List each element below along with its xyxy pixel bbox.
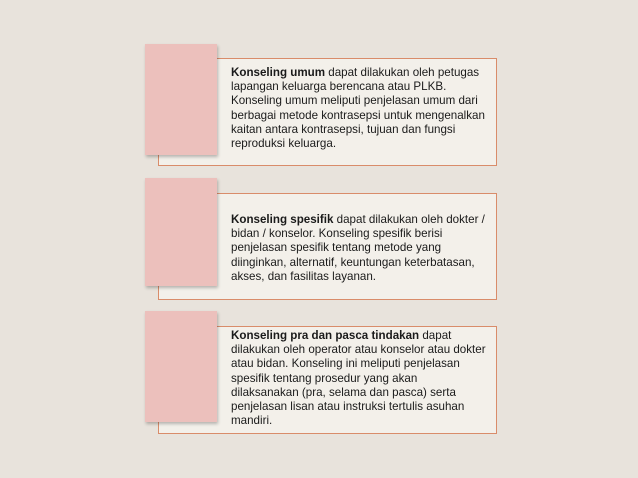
counseling-title: Konseling spesifik <box>231 213 334 226</box>
counseling-description: dapat dilakukan oleh petugas lapangan keluarga berencana atau PLKB. Konseling umum meliputi penjelasan umum dari berbagai metode kontrasepsi untuk mengenalkan kaitan antara kontrasepsi, tujuan dan fungsi reproduksi keluarga. <box>231 66 485 151</box>
counseling-title: Konseling pra dan pasca tindakan <box>231 329 420 342</box>
decorative-tab <box>145 311 217 422</box>
decorative-tab <box>145 178 217 286</box>
counseling-text-general <box>231 66 488 151</box>
counseling-description: dapat dilakukan oleh dokter / bidan / konselor. Konseling spesifik berisi penjelasan spesifik tentang metode yang diinginkan, alternatif, keuntungan keterbatasan, akses, dan fasilitas layanan. <box>231 213 485 283</box>
counseling-title: Konseling umum <box>231 66 326 79</box>
decorative-tab <box>145 44 217 155</box>
counseling-description: dapat dilakukan oleh operator atau konselor atau dokter atau bidan. Konseling ini meliputi penjelasan spesifik tentang prosedur yang akan dilaksanakan (pra, selama dan pasca) serta penjelasan lisan atau instruksi tertulis asuhan mandiri. <box>231 329 486 428</box>
counseling-text-pre-post <box>231 329 488 428</box>
counseling-text-specific <box>231 213 488 284</box>
